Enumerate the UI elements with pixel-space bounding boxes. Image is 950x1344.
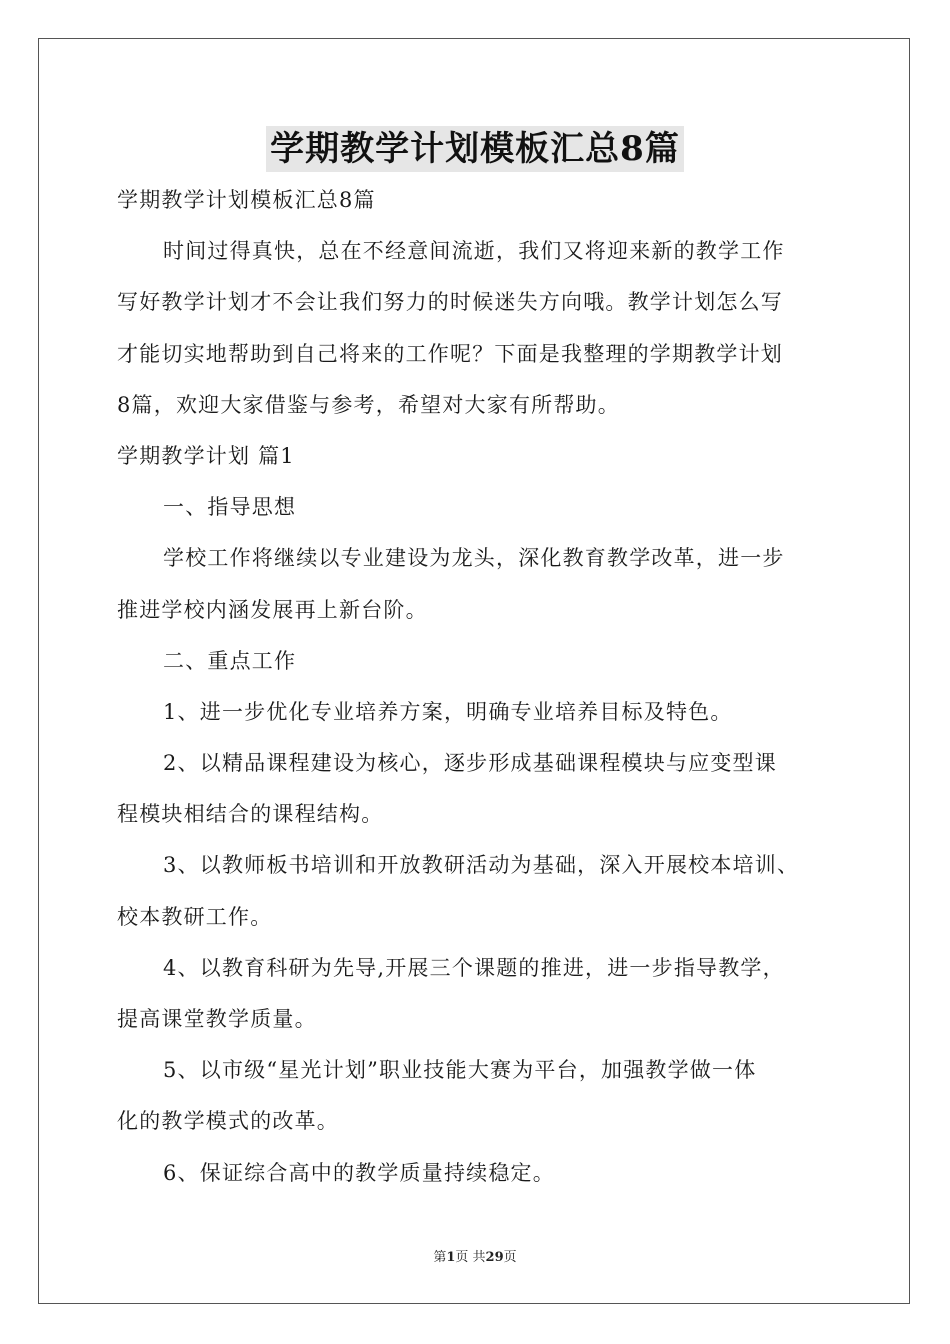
footer-page-total: 29 — [485, 1250, 504, 1265]
body-line: 二、重点工作 — [163, 648, 297, 673]
footer-page-suffix: 页 — [503, 1250, 517, 1265]
document-title: 学期教学计划模板汇总8篇 — [266, 126, 684, 172]
document-body — [117, 180, 837, 1204]
body-line: 4、以教育科研为先导,开展三个课题的推进，进一步指导教学， — [163, 955, 785, 980]
body-line: 时间过得真快，总在不经意间流逝，我们又将迎来新的教学工作 — [163, 239, 785, 264]
body-line: 3、以教师板书培训和开放教研活动为基础，深入开展校本培训、 — [163, 853, 800, 878]
body-line: 2、以精品课程建设为核心，逐步形成基础课程模块与应变型课 — [163, 751, 777, 776]
body-line: 推进学校内涵发展再上新台阶。 — [117, 597, 428, 622]
body-line: 学校工作将继续以专业建设为龙头，深化教育教学改革，进一步 — [163, 546, 785, 571]
body-line: 程模块相结合的课程结构。 — [117, 802, 384, 827]
body-line: 校本教研工作。 — [117, 904, 273, 929]
body-line: 才能切实地帮助到自己将来的工作呢？下面是我整理的学期教学计划 — [117, 341, 783, 366]
title-container — [0, 126, 950, 172]
page-footer — [0, 1246, 950, 1265]
body-line: 一、指导思想 — [163, 495, 297, 520]
footer-page-current: 1 — [446, 1250, 456, 1265]
body-line: 5、以市级“星光计划”职业技能大赛为平台，加强教学做一体 — [163, 1058, 757, 1083]
body-line: 8篇，欢迎大家借鉴与参考，希望对大家有所帮助。 — [117, 392, 620, 417]
footer-page-prefix: 第 — [433, 1250, 447, 1265]
body-line: 化的教学模式的改革。 — [117, 1109, 339, 1134]
body-line: 提高课堂教学质量。 — [117, 1007, 317, 1031]
body-line: 学期教学计划模板汇总8篇 — [117, 188, 376, 212]
body-line: 6、保证综合高中的教学质量持续稳定。 — [163, 1160, 555, 1185]
body-line: 写好教学计划才不会让我们努力的时候迷失方向哦。教学计划怎么写 — [117, 290, 783, 315]
footer-page-mid: 页 共 — [455, 1250, 486, 1265]
body-line: 1、进一步优化专业培养方案，明确专业培养目标及特色。 — [163, 699, 733, 724]
body-line: 学期教学计划 篇1 — [117, 443, 295, 468]
